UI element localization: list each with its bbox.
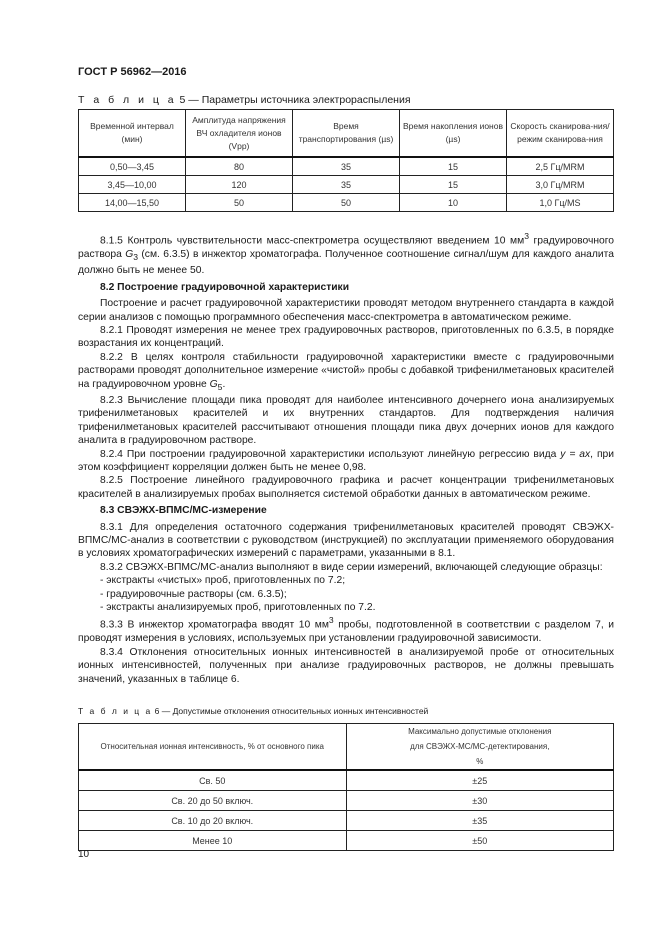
- cell: 0,50—3,45: [79, 157, 186, 176]
- cell: 14,00—15,50: [79, 194, 186, 212]
- list-item: - экстракты анализируемых проб, приготовленных по 7.2.: [100, 602, 376, 614]
- paragraph-8-3-2: 8.3.2 СВЭЖХ-ВПМС/МС-анализ выполняют в виде серии измерений, включающей следующие образцы:: [100, 561, 603, 573]
- paragraph-8-2-1: 8.2.1 Проводят измерения не менее трех градуировочных растворов, приготовленных по 6.3.5, в порядке возрастания их концентраций.: [78, 324, 614, 350]
- table-row: [79, 157, 614, 176]
- text: (см. 6.3.5) в инжектор хроматографа. Полученное соотношение сигнал/шум для каждого аналита должно быть не менее 50.: [78, 248, 614, 277]
- paragraph-8-3-4: 8.3.4 Отклонения относительных ионных интенсивностей в анализируемой пробе от относительных ионных интенсивностей, полученных при анализе градуировочных растворов, не должны превышать значений, указанных в таблице 6.: [78, 646, 614, 685]
- cell: 3,0 Гц/MRM: [507, 176, 614, 194]
- list-item: - экстракты «чистых» проб, приготовленных по 7.2;: [100, 575, 346, 587]
- paragraph-8-2-5: 8.2.5 Построение линейного градуировочного графика и расчет концентрации трифенилметановых красителей в анализируемых пробах выполняется системой обработки данных в автоматическом режиме.: [78, 475, 614, 500]
- text: пробы, подготовленной в соответствии с разделом 7, и проводят измерения в условиях, используемых при установлении градуировочной зависимости.: [78, 619, 614, 645]
- page-number: 10: [78, 849, 90, 860]
- table5-header: Временной интервал (мин): [79, 110, 186, 158]
- cell: 1,0 Гц/MS: [507, 194, 614, 212]
- heading-8-3: 8.3 СВЭЖХ-ВПМС/МС-измерение: [100, 505, 267, 517]
- cell: 120: [186, 176, 293, 194]
- paragraph-8-2-3: 8.2.3 Вычисление площади пика проводят для наиболее интенсивного дочернего иона анализируемых трифенилметановых красителей и их внутренних стандартов. Для подтверждения наличия трифенилметановых красителей рассчитывают отношения площади пика двух дочерних ионов для каждого аналита в градуировочном растворе.: [78, 394, 614, 447]
- sub: 5: [217, 381, 223, 392]
- cell: Менее 10: [79, 831, 347, 851]
- caption-prefix: Т а б л и ц а: [78, 94, 177, 106]
- heading-8-2: 8.2 Построение градуировочной характеристики: [100, 281, 350, 293]
- text: .: [222, 378, 226, 390]
- sup: 3: [524, 231, 529, 241]
- paragraph-8-3-3: [78, 614, 614, 645]
- cell: Св. 50: [79, 770, 347, 791]
- var: G: [209, 378, 218, 390]
- table-row: [79, 194, 614, 212]
- paragraph-8-2-4: [78, 448, 614, 475]
- table5-header: Время накопления ионов (µs): [400, 110, 507, 158]
- cell: Св. 20 до 50 включ.: [79, 791, 347, 811]
- body-text: [78, 230, 614, 686]
- table5-header: Время транспортирования (µs): [293, 110, 400, 158]
- document-header: ГОСТ Р 56962—2016: [78, 66, 187, 78]
- paragraph-8-1-5: [78, 230, 614, 278]
- cell: 50: [186, 194, 293, 212]
- caption-text: 5 — Параметры источника электрораспыления: [176, 94, 411, 106]
- table-row: [79, 831, 614, 851]
- cell: 10: [400, 194, 507, 212]
- table6-header: Относительная ионная интенсивность, % от основного пика: [79, 724, 347, 771]
- table-row: [79, 791, 614, 811]
- table-row: [79, 811, 614, 831]
- text: 8.2.2 В целях контроля стабильности градуировочной характеристики вместе с градуировочными растворами проводят дополнительное измерение «чистой» пробы с добавкой трифенилметановых красителей на градуировочном уровне: [78, 351, 614, 390]
- formula: y = ax: [560, 448, 591, 460]
- cell: 15: [400, 176, 507, 194]
- cell: ±25: [346, 770, 614, 791]
- table6-header: Максимально допустимые отклонения для СВЭЖХ-МС/МС-детектирования, %: [346, 724, 614, 771]
- var: G: [125, 248, 134, 260]
- cell: 2,5 Гц/MRM: [507, 157, 614, 176]
- list-item: - градуировочные растворы (см. 6.3.5);: [100, 588, 287, 600]
- text: 8.1.5 Контроль чувствительности масс-спектрометра осуществляют введением 10 мм: [100, 235, 525, 247]
- table-row: [79, 176, 614, 194]
- paragraph-8-2: Построение и расчет градуировочной характеристики проводят методом внутреннего стандарта в каждой серии анализов с помощью программного обеспечения масс-спектрометра в автоматическом режиме.: [78, 298, 614, 323]
- table6-caption: [78, 706, 614, 716]
- cell: 35: [293, 157, 400, 176]
- cell: 50: [293, 194, 400, 212]
- table5: [78, 109, 614, 212]
- table5-header: Амплитуда напряжения ВЧ охладителя ионов (Vpp): [186, 110, 293, 158]
- sub: 3: [133, 251, 139, 262]
- text: 8.3.3 В инжектор хроматографа вводят 10 мм: [100, 619, 329, 631]
- cell: Св. 10 до 20 включ.: [79, 811, 347, 831]
- text: градуировочного раствора: [78, 235, 614, 260]
- table6: [78, 723, 614, 851]
- sup: 3: [328, 615, 334, 626]
- paragraph-8-3-1: 8.3.1 Для определения остаточного содержания трифенилметановых красителей проводят СВЭЖХ-ВПМС/МС-анализ в соответствии с руководством (инструкцией) по эксплуатации применяемого оборудования в условиях хроматографических измерений с параметрами, указанными в 8.1.: [78, 521, 614, 560]
- cell: 3,45—10,00: [79, 176, 186, 194]
- text: , при этом коэффициент корреляции должен быть не менее 0,98.: [78, 448, 614, 474]
- table5-header: Скорость сканирова-ния/режим сканирова-ния: [507, 110, 614, 158]
- cell: 15: [400, 157, 507, 176]
- table-row: [79, 770, 614, 791]
- cell: ±50: [346, 831, 614, 851]
- paragraph-8-2-2: [78, 351, 614, 394]
- cell: ±30: [346, 791, 614, 811]
- table5-caption: [78, 94, 614, 106]
- caption-prefix: Т а б л и ц а: [78, 706, 153, 716]
- cell: ±35: [346, 811, 614, 831]
- cell: 80: [186, 157, 293, 176]
- caption-text: 6 — Допустимые отклонения относительных ионных интенсивностей: [152, 706, 429, 716]
- text: 8.2.4 При построении градуировочной характеристики используют линейную регрессию вида: [100, 448, 561, 460]
- cell: 35: [293, 176, 400, 194]
